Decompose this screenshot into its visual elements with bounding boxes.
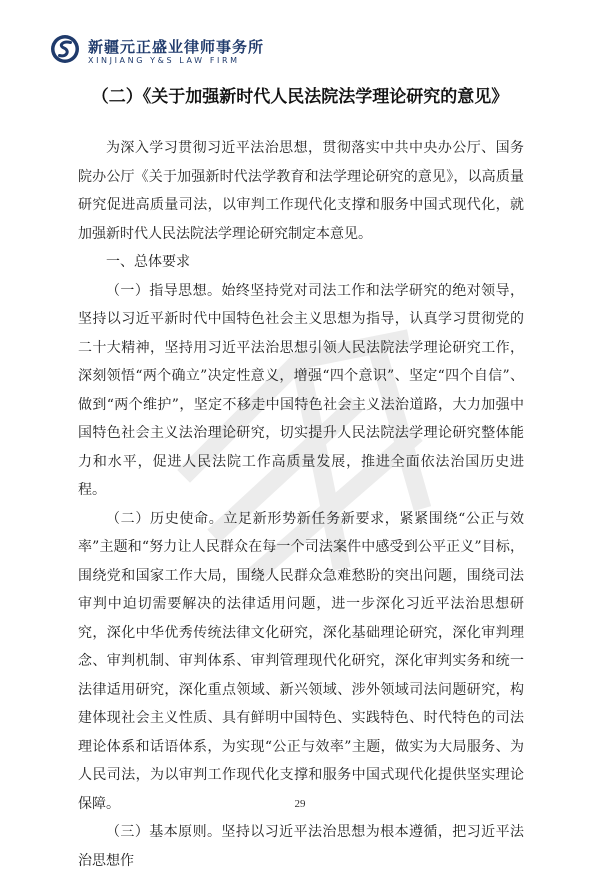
page-header: [50, 30, 310, 76]
firm-name-cn: 新疆元正盛业律师事务所: [88, 38, 265, 56]
paragraph-intro: 为深入学习贯彻习近平法治思想，贯彻落实中共中央办公厅、国务院办公厅《关于加强新时代法学教育和法学理论研究的意见》，以高质量研究促进高质量司法，以审判工作现代化支撑和服务中国式现代化，就加强新时代人民法院法学理论研究制定本意见。: [78, 140, 524, 242]
page-number: 29: [294, 798, 306, 810]
section-title: （二）《关于加强新时代人民法院法学理论研究的意见》: [91, 87, 509, 107]
paragraph-guiding-ideology: （一）指导思想。始终坚持党对司法工作和法学研究的绝对领导，坚持以习近平新时代中国特色社会主义思想为指导，认真学习贯彻党的二十大精神，坚持用习近平法治思想引领人民法院法学理论研究工作，深刻领悟“两个确立”决定性意义，增强“四个意识”、坚定“四个自信”、做到“两个维护”，坚定不移走中国特色社会主义法治道路，大力加强中国特色社会主义法治理论研究，切实提升人民法院法学理论研究整体能力和水平，促进人民法院工作高质量发展，推进全面依法治国历史进程。: [78, 282, 524, 498]
paragraph-historic-mission: （二）历史使命。立足新形势新任务新要求，紧紧围绕“公正与效率”主题和“努力让人民群众在每一个司法案件中感受到公平正义”目标，围绕党和国家工作大局，围绕人民群众急难愁盼的突出问题，围绕司法审判中迫切需要解决的法律适用问题，进一步深化习近平法治思想研究，深化中华优秀传统法律文化研究，深化基础理论研究，深化审判理念、审判机制、审判体系、审判管理现代化研究，深化审判实务和统一法律适用研究，深化重点领域、新兴领域、涉外领域司法问题研究，构建体现社会主义性质、具有鲜明中国特色、实践特色、时代特色的司法理论体系和话语体系，为实现“公正与效率”主题，做实为大局服务、为人民司法，为以审判工作现代化支撑和服务中国式现代化提供坚实理论保障。: [78, 510, 524, 812]
firm-logo-icon: [50, 34, 80, 64]
firm-name-en: XINJIANG Y&S LAW FIRM: [88, 56, 240, 65]
document-body: [78, 134, 524, 875]
paragraph-basic-principles: （三）基本原则。坚持以习近平法治思想为根本遵循，把习近平法治思想作: [78, 824, 524, 869]
heading-general-requirements: 一、总体要求: [106, 254, 190, 270]
